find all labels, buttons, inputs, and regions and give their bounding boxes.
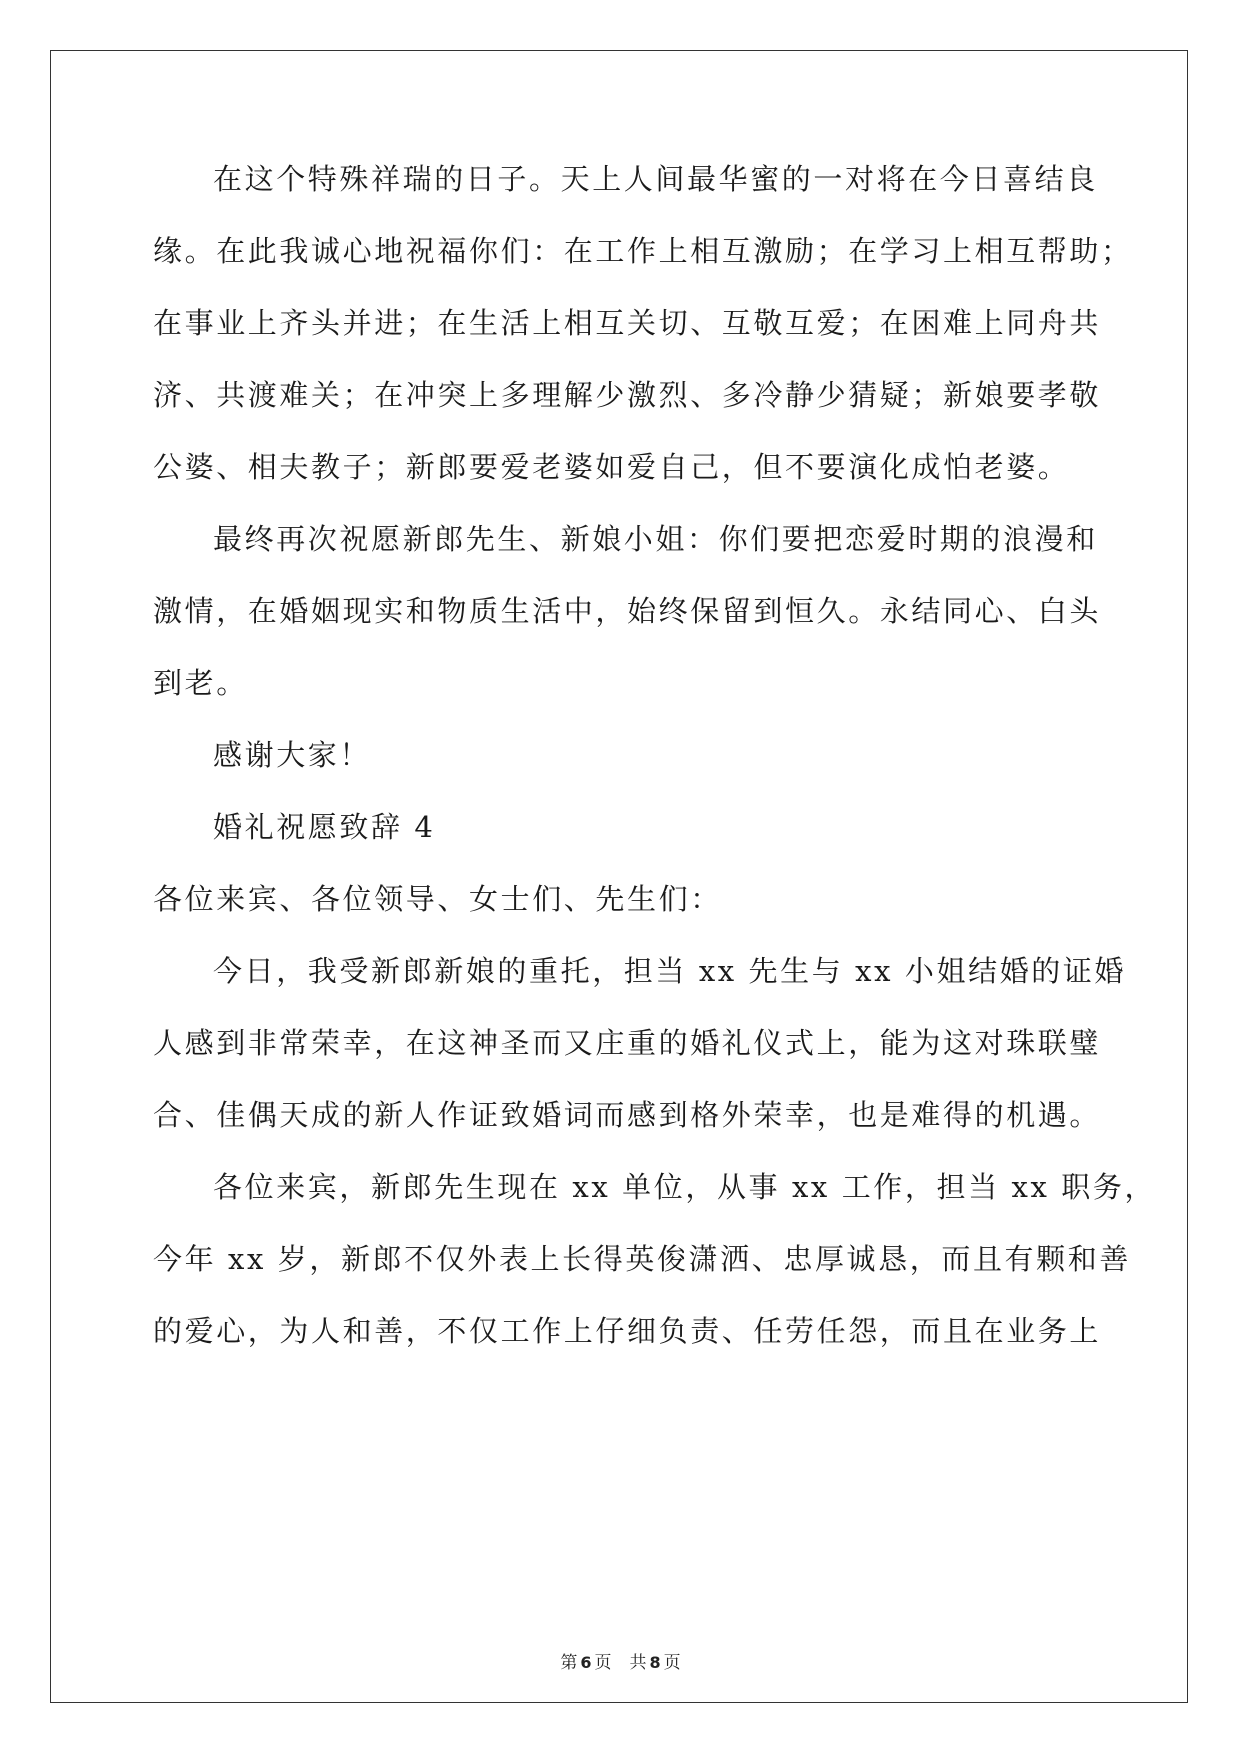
footer-prefix: 第 [560, 1653, 578, 1673]
paragraph-line: 济、共渡难关；在冲突上多理解少激烈、多冷静少猜疑；新娘要孝敬 [153, 378, 1102, 412]
paragraph-line: 今年 xx 岁，新郎不仅外表上长得英俊潇洒、忠厚诚恳，而且有颗和善 [153, 1242, 1131, 1276]
paragraph-line: 公婆、相夫教子；新郎要爱老婆如爱自己，但不要演化成怕老婆。 [153, 450, 1070, 484]
paragraph-line: 合、佳偶天成的新人作证致婚词而感到格外荣幸，也是难得的机遇。 [153, 1098, 1102, 1132]
paragraph-line: 今日，我受新郎新娘的重托，担当 xx 先生与 xx 小姐结婚的证婚 [213, 954, 1127, 988]
current-page-number: 6 [580, 1653, 592, 1672]
paragraph-line: 人感到非常荣幸，在这神圣而又庄重的婚礼仪式上，能为这对珠联璧 [153, 1026, 1102, 1060]
footer-total-suffix: 页 [663, 1653, 681, 1673]
paragraph-line: 各位来宾，新郎先生现在 xx 单位，从事 xx 工作，担当 xx 职务， [213, 1170, 1157, 1204]
paragraph-line: 在这个特殊祥瑞的日子。天上人间最华蜜的一对将在今日喜结良 [213, 162, 1098, 196]
paragraph-line: 最终再次祝愿新郎先生、新娘小姐：你们要把恋爱时期的浪漫和 [213, 522, 1098, 556]
footer-page-suffix: 页 [594, 1653, 612, 1673]
section-heading: 婚礼祝愿致辞 4 [213, 810, 436, 844]
salutation: 各位来宾、各位领导、女士们、先生们： [153, 882, 722, 916]
paragraph-line: 到老。 [153, 666, 248, 700]
footer-total-prefix: 共 [629, 1653, 647, 1673]
page-footer [0, 1652, 1241, 1674]
paragraph-line: 在事业上齐头并进；在生活上相互关切、互敬互爱；在困难上同舟共 [153, 306, 1102, 340]
paragraph-line: 感谢大家！ [213, 738, 372, 772]
paragraph-line: 的爱心，为人和善，不仅工作上仔细负责、任劳任怨，而且在业务上 [153, 1314, 1102, 1348]
total-page-number: 8 [649, 1653, 661, 1672]
paragraph-line: 激情，在婚姻现实和物质生活中，始终保留到恒久。永结同心、白头 [153, 594, 1102, 628]
paragraph-line: 缘。在此我诚心地祝福你们：在工作上相互激励；在学习上相互帮助； [153, 234, 1133, 268]
